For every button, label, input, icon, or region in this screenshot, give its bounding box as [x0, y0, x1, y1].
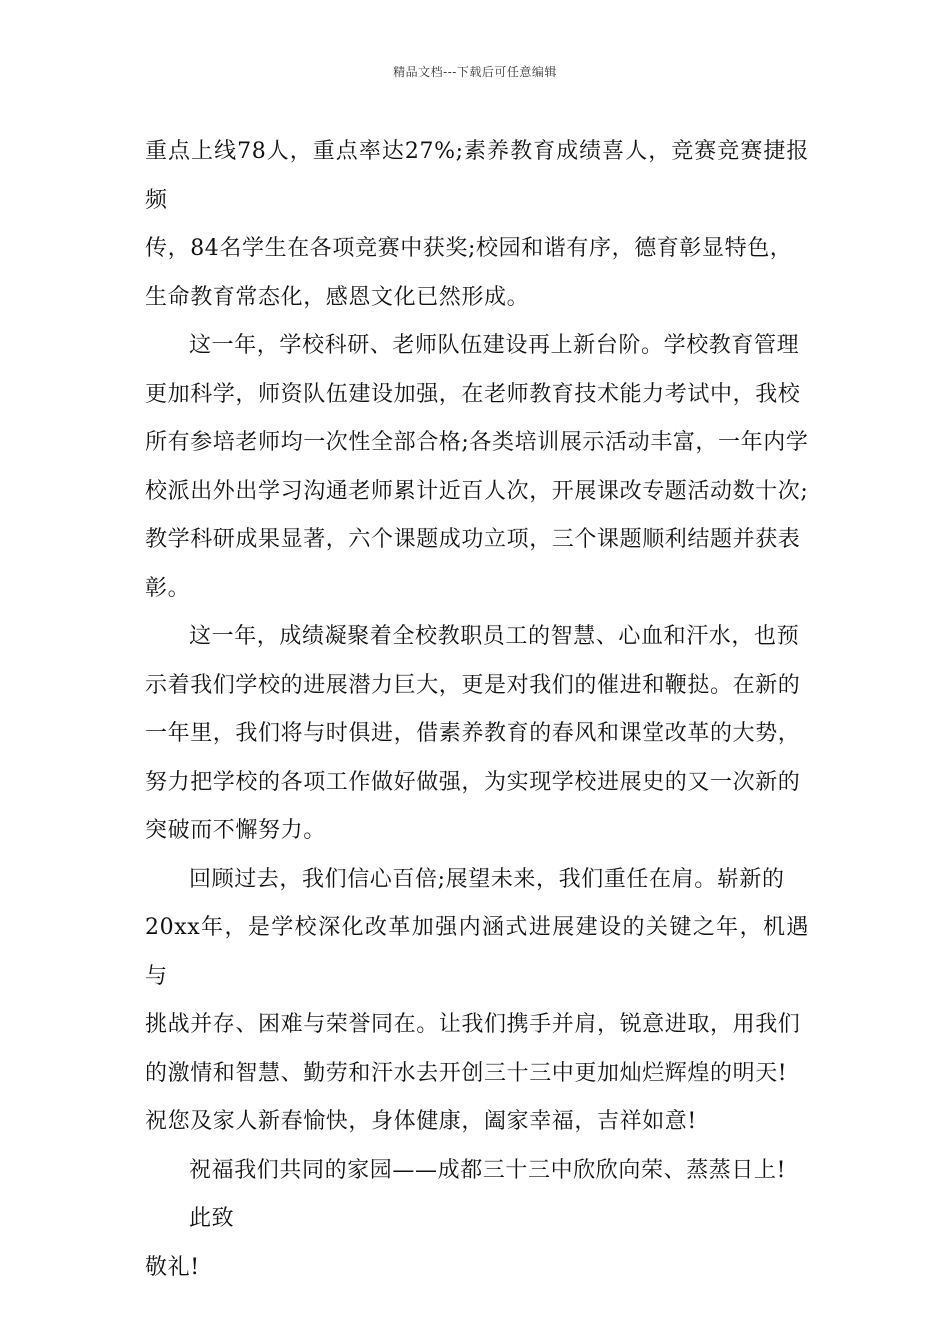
text-line: 生命教育常态化，感恩文化已然形成。: [145, 284, 530, 310]
text-line: 一年里，我们将与时俱进，借素养教育的春风和课堂改革的大势，: [145, 721, 801, 746]
text-line: 的激情和智慧、勤劳和汗水去开创三十三中更加灿烂辉煌的明天!: [145, 1060, 788, 1086]
text-line: 这一年，学校科研、老师队伍建设再上新台阶。学校教育管理: [189, 333, 800, 358]
text-line: 更加科学，师资队伍建设加强，在老师教育技术能力考试中，我校: [145, 381, 801, 407]
text-line: 重点上线78人，重点率达27%;素养教育成绩喜人，竞赛竞赛捷报频: [145, 139, 809, 213]
text-line: 祝福我们共同的家园——成都三十三中欣欣向荣、蒸蒸日上!: [189, 1157, 787, 1183]
text-line: 这一年，成绩凝聚着全校教职员工的智慧、心血和汗水，也预: [189, 624, 800, 649]
text-line: 校派出外出学习沟通老师累计近百人次，开展课改专题活动数十次;: [145, 478, 809, 504]
text-line: 此致: [189, 1206, 235, 1231]
paragraph-outlook: [145, 856, 809, 1147]
closing-salutation: [145, 1195, 809, 1244]
paragraph-effort: [145, 613, 809, 856]
closing-regards: [145, 1244, 809, 1293]
text-line: 教学科研成果显著，六个课题成功立项，三个课题顺利结题并获表: [145, 527, 801, 552]
text-line: 突破而不懈努力。: [145, 818, 326, 843]
paragraph-achievements: [145, 128, 809, 322]
text-line: 敬礼!: [145, 1254, 200, 1280]
text-line: 回顾过去，我们信心百倍;展望未来，我们重任在肩。崭新的: [189, 866, 785, 892]
text-line: 传，84名学生在各项竞赛中获奖;校园和谐有序，德育彰显特色，: [145, 236, 793, 261]
paragraph-blessing: [145, 1147, 809, 1196]
text-line: 示着我们学校的进展潜力巨大，更是对我们的催进和鞭挞。在新的: [145, 672, 801, 698]
page-header: 精品文档---下载后可任意编辑: [393, 65, 557, 79]
paragraph-research: [145, 322, 809, 613]
text-line: 努力把学校的各项工作做好做强，为实现学校进展史的又一次新的: [145, 769, 801, 795]
text-line: 祝您及家人新春愉快，身体健康，阖家幸福，吉祥如意!: [145, 1109, 697, 1134]
text-line: 20xx年，是学校深化改革加强内涵式进展建设的关键之年，机遇与: [145, 915, 809, 989]
text-line: 彰。: [145, 575, 191, 601]
document-body: [145, 128, 809, 1292]
text-line: 挑战并存、困难与荣誉同在。让我们携手并肩，锐意进取，用我们: [145, 1012, 801, 1037]
text-line: 所有参培老师均一次性全部合格;各类培训展示活动丰富，一年内学: [145, 430, 809, 455]
